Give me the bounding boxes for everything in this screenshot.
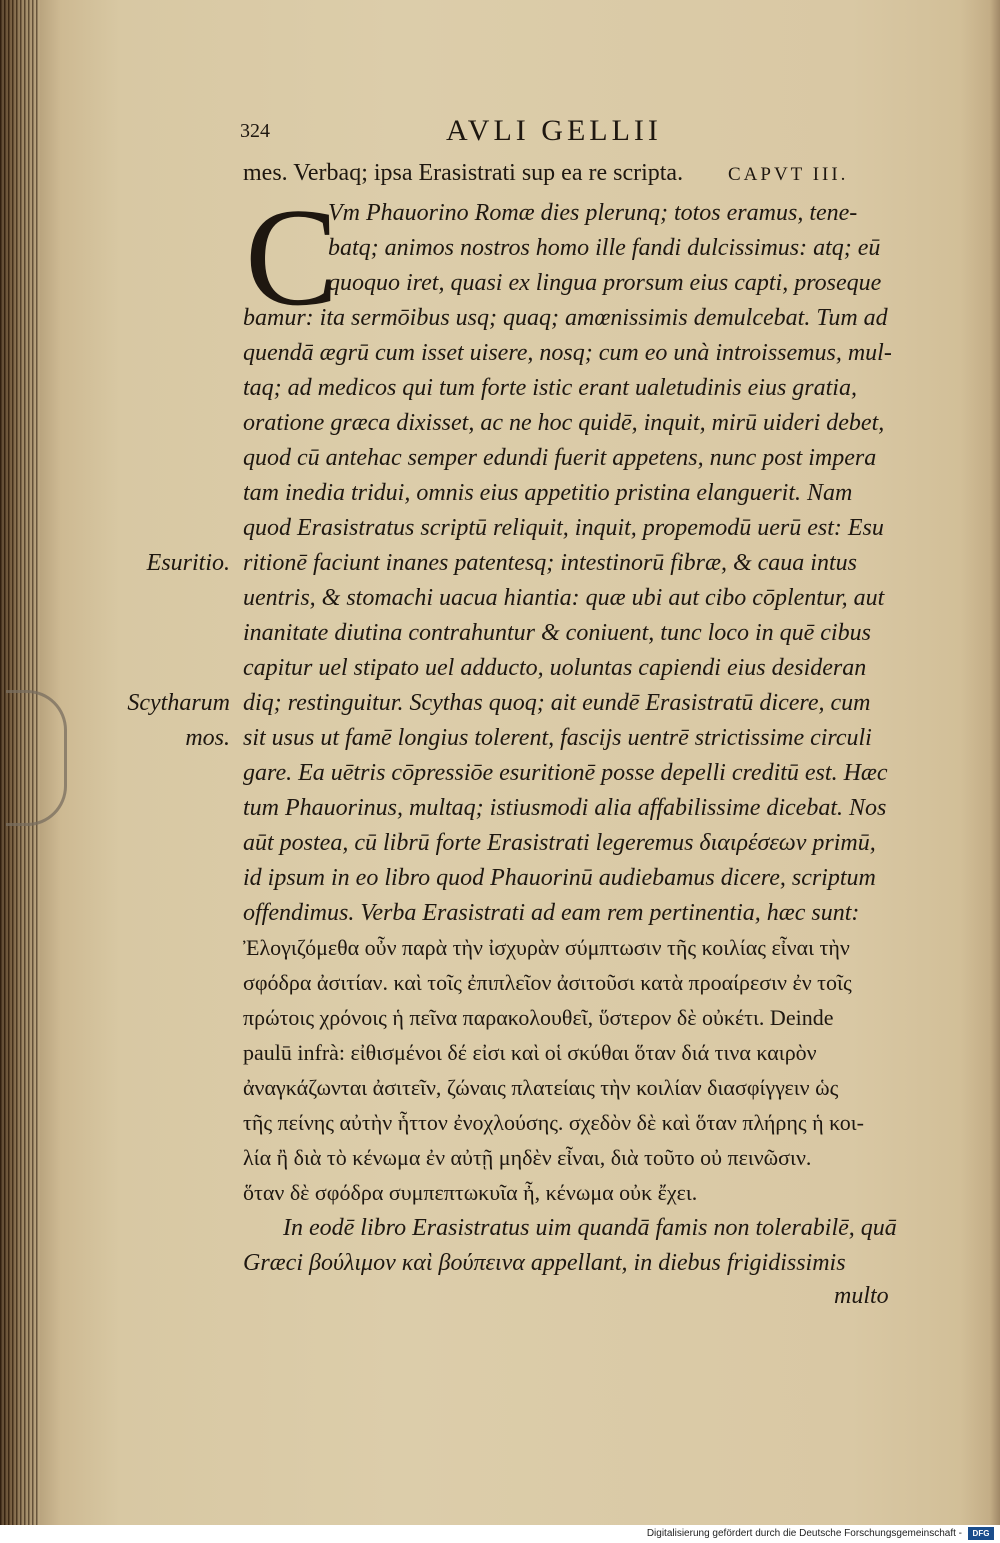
text-line: offendimus. Verba Erasistrati ad eam rem pertinentia, hæc sunt: [243,900,860,926]
greek-line: σφόδρα ἀσιτίαν. καὶ τοῖς ἐπιπλεῖον ἀσιτοῦσι κατὰ προαίρεσιν ἐν τοῖς [243,970,852,995]
page-clip [6,690,67,826]
digitization-footer [0,1525,1000,1543]
text-line: Vm Phauorino Romæ dies plerunq; totos eramus, tene- [328,200,858,226]
drop-capital: C [245,180,339,335]
text-line: quod Erasistratus scriptū reliquit, inquit, propemodū uerū est: Esu [243,515,884,541]
greek-line: paulū infrà: εἰθισμένοι δέ εἰσι καὶ οἱ σκύθαι ὅταν διά τινα καιρὸν [243,1040,817,1065]
text-line: quoquo iret, quasi ex lingua prorsum eius capti, proseque [328,270,882,296]
text-line: uentris, & stomachi uacua hiantia: quæ ubi aut cibo cōplentur, aut [243,585,885,611]
greek-line: Ἐλογιζόμεθα οὖν παρὰ τὴν ἰσχυρὰν σύμπτωσιν τῆς κοιλίας εἶναι τὴν [243,935,850,960]
text-line: diq; restinguitur. Scythas quoq; ait eundē Erasistratū dicere, cum [243,690,871,716]
text-line: bamur: ita sermōibus usq; quaq; amœnissimis demulcebat. Tum ad [243,305,888,331]
text-line: inanitate diutina contrahuntur & coniuent, tunc loco in quē cibus [243,620,871,646]
margin-note-esuritio: Esuritio. [146,550,230,576]
text-line: capitur uel stipato uel adducto, uoluntas capiendi eius desideran [243,655,867,681]
greek-line: ὅταν δὲ σφόδρα συμπεπτωκυῖα ἦ, κένωμα οὐκ ἔχει. [243,1180,698,1205]
text-line: quendā ægrū cum isset uisere, nosq; cum eo unà introissemus, mul- [243,340,892,366]
text-line: id ipsum in eo libro quod Phauorinū audiebamus dicere, scriptum [243,865,876,891]
greek-line: πρώτοις χρόνοις ἡ πεῖνα παρακολουθεῖ, ὕστερον δὲ οὐκέτι. Deinde [243,1005,834,1030]
footer-credit: Digitalisierung gefördert durch die Deutsche Forschungsgemeinschaft - [646,1528,962,1539]
text-line: sit usus ut famē longius tolerent, fascijs uentrē strictissime circuli [243,725,872,751]
text-line: tum Phauorinus, multaq; istiusmodi alia affabilissime dicebat. Nos [243,795,887,821]
text-line: ritionē faciunt inanes patentesq; intestinorū fibræ, & caua intus [243,550,857,576]
page-number: 324 [240,120,270,142]
text-line: tam inedia tridui, omnis eius appetitio pristina elanguerit. Nam [243,480,853,506]
text-line: gare. Ea uētris cōpressiōe esuritionē posse depelli creditū est. Hæc [243,760,888,786]
heading-text: mes. Verbaq; ipsa Erasistrati sup ea re scripta. [243,160,684,186]
text-line: aūt postea, cū librū forte Erasistrati legeremus διαιρέσεων primū, [243,830,876,856]
text-line: Græci βούλιμον καὶ βούπεινα appellant, in diebus frigidissimis [243,1250,846,1276]
chapter-heading [243,160,903,194]
margin-note-scytharum: Scytharum [127,690,230,716]
chapter-number: CAPVT III. [728,164,849,185]
dfg-logo: DFG [968,1527,994,1540]
margin-note-mos: mos. [185,725,230,751]
catchword: multo [834,1283,889,1309]
greek-line: ἀναγκάζωνται ἀσιτεῖν, ζώναις πλατείαις τὴν κοιλίαν διασφίγγειν ὡς [243,1075,839,1100]
greek-line: τῆς πείνης αὐτὴν ἧττον ἐνοχλούσης. σχεδὸν δὲ καὶ ὅταν πλήρης ἡ κοι- [243,1110,864,1135]
text-line: batq; animos nostros homo ille fandi dulcissimus: atq; eū [328,235,881,261]
text-line: taq; ad medicos qui tum forte istic erant ualetudinis eius gratia, [243,375,857,401]
text-line: quod cū antehac semper edundi fuerit appetens, nunc post impera [243,445,877,471]
running-title: AVLI GELLII [446,114,662,147]
greek-line: λία ἢ διὰ τὸ κένωμα ἐν αὐτῇ μηδὲν εἶναι, διὰ τοῦτο οὐ πεινῶσιν. [243,1145,812,1170]
text-line: oratione græca dixisset, ac ne hoc quidē, inquit, mirū uideri debet, [243,410,885,436]
text-line: In eodē libro Erasistratus uim quandā famis non tolerabilē, quā [283,1215,897,1241]
